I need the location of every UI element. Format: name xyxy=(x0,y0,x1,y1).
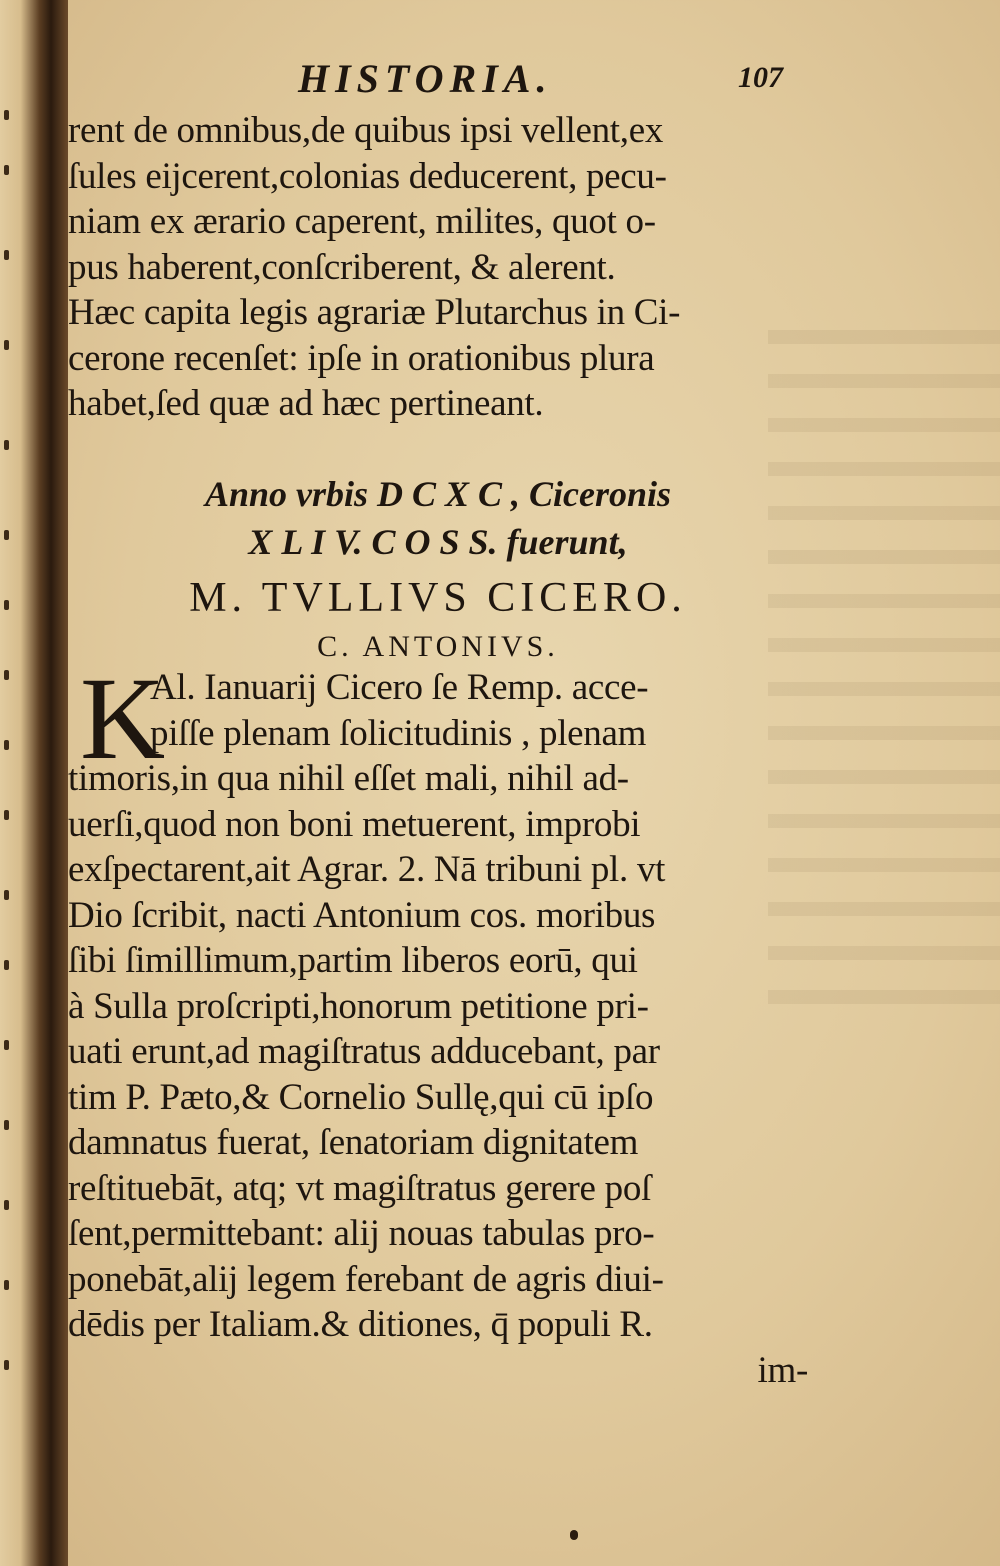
text-line: pus haberent,conſcriberent, & alerent. xyxy=(68,246,616,288)
book-gutter xyxy=(0,0,68,1566)
text-line: dēdis per Italiam.& ditiones, q̄ populi R. xyxy=(68,1304,653,1345)
text-line: habet,ſed quæ ad hæc pertineant. xyxy=(68,383,544,424)
facing-page-edge xyxy=(4,110,22,1410)
text-line: uati erunt,ad magiſtratus adducebant, par xyxy=(68,1031,660,1072)
text-line: niam ex ærario caperent, milites, quot o- xyxy=(68,201,656,242)
text-line: exſpectarent,ait Agrar. 2. Nā tribuni pl. vt xyxy=(68,849,666,890)
intro-paragraph xyxy=(68,108,808,427)
text-line: tim P. Pæto,& Cornelio Sullę,qui cū ipſo xyxy=(68,1076,654,1118)
drop-capital: K xyxy=(80,653,166,784)
text-line: reſtituebāt, atq; vt magiſtratus gerere poſ xyxy=(68,1167,652,1209)
running-title: HISTORIA. xyxy=(298,56,553,101)
text-line: ſibi ſimillimum,partim liberos eorū, qui xyxy=(68,940,638,981)
text-line: timoris,in qua nihil eſſet mali, nihil ad- xyxy=(68,758,629,799)
text-line: Hæc capita legis agrariæ Plutarchus in Ci- xyxy=(68,292,681,333)
text-line: Al. Ianuarij Cicero ſe Remp. acce- xyxy=(150,667,649,708)
text-line: Dio ſcribit, nacti Antonium cos. moribus xyxy=(68,894,656,936)
text-line: ponebāt,alij legem ferebant de agris diui- xyxy=(68,1258,664,1300)
consul-name-2: C. ANTONIVS. xyxy=(317,630,559,663)
page-header xyxy=(228,55,848,105)
text-line: ſent,permittebant: alij nouas tabulas pro- xyxy=(68,1213,655,1254)
text-line: damnatus fuerat, ſenatoriam dignitatem xyxy=(68,1122,639,1163)
main-paragraph xyxy=(68,653,808,1393)
text-line: cerone recenſet: ipſe in orationibus plura xyxy=(68,337,655,379)
book-page xyxy=(68,0,1000,1566)
catchword: im- xyxy=(757,1349,808,1391)
text-line: piſſe plenam ſolicitudinis , plenam xyxy=(150,712,647,754)
year-heading-line-2: X L I V. C O S S. fuerunt, xyxy=(248,522,628,562)
text-line: à Sulla proſcripti,honorum petitione pri- xyxy=(68,985,649,1027)
year-heading-line-1: Anno vrbis D C X C , Ciceronis xyxy=(204,474,672,514)
year-heading xyxy=(68,470,808,566)
text-line: rent de omnibus,de quibus ipsi vellent,ex xyxy=(68,110,664,151)
page-number: 107 xyxy=(738,61,783,94)
text-line: uerſi,quod non boni metuerent, improbi xyxy=(68,803,641,845)
consul-name-1: M. TVLLIVS CICERO. xyxy=(189,575,687,621)
ink-speck xyxy=(570,1530,578,1540)
text-line: ſules eijcerent,colonias deducerent, pecu- xyxy=(68,155,667,197)
